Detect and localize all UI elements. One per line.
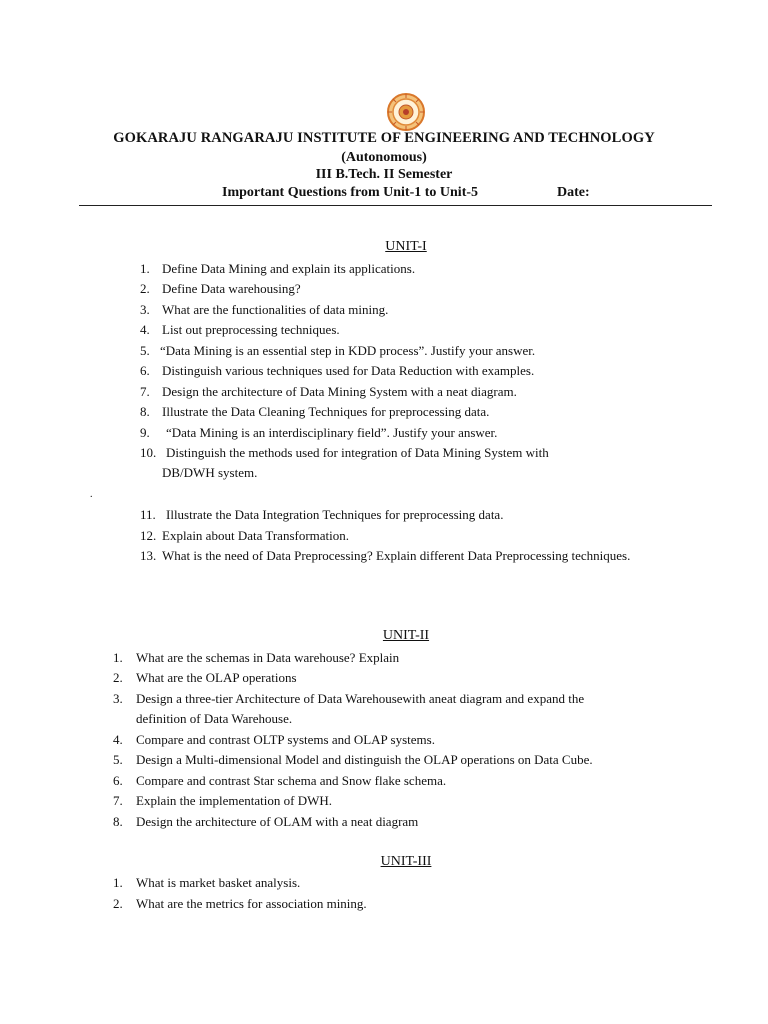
unit-1-title: UNIT-I (385, 239, 427, 254)
unit-3-question: 2. What are the metrics for association mining. (113, 896, 367, 911)
unit-1-question: 4. List out preprocessing techniques. (140, 322, 340, 337)
unit-1-question: 1. Define Data Mining and explain its applications. (140, 261, 416, 276)
semester-label: III B.Tech. II Semester (315, 167, 453, 182)
document-title: Important Questions from Unit-1 to Unit-5 (222, 185, 479, 200)
unit-2-title: UNIT-II (382, 628, 430, 643)
unit-1-question: 9. “Data Mining is an interdisciplinary field”. Justify your answer. (140, 425, 498, 440)
unit-2-question: 3. Design a three-tier Architecture of Data Warehousewith aneat diagram and expand the (113, 691, 585, 706)
unit-2-question: 4. Compare and contrast OLTP systems and OLAP systems. (113, 732, 435, 747)
unit-2-question: 7. Explain the implementation of DWH. (113, 793, 333, 808)
unit-2-question: 5. Design a Multi-dimensional Model and distinguish the OLAP operations on Data Cube. (113, 752, 593, 767)
autonomous-label: (Autonomous) (341, 150, 427, 165)
unit-1-question: 7. Design the architecture of Data Mining System with a neat diagram. (140, 384, 517, 399)
unit-1-question-continuation: DB/DWH system. (162, 465, 258, 480)
unit-2-question: 1. What are the schemas in Data warehouse? Explain (113, 650, 400, 665)
stray-mark: . (90, 489, 93, 500)
unit-1-question: 5. “Data Mining is an essential step in KDD process”. Justify your answer. (140, 343, 536, 358)
unit-1-question: 12. Explain about Data Transformation. (140, 528, 350, 543)
unit-1-question: 11. Illustrate the Data Integration Techniques for preprocessing data. (140, 507, 504, 522)
unit-1-question: 3. What are the functionalities of data mining. (140, 302, 389, 317)
unit-2-question-continuation: definition of Data Warehouse. (136, 711, 293, 726)
unit-3-question: 1. What is market basket analysis. (113, 875, 301, 890)
unit-1-question: 2. Define Data warehousing? (140, 281, 301, 296)
header-divider (79, 205, 712, 206)
institute-logo (386, 92, 426, 132)
unit-1-question: 10. Distinguish the methods used for integration of Data Mining System with (140, 445, 549, 460)
date-label: Date: (557, 185, 590, 200)
unit-2-question: 2. What are the OLAP operations (113, 670, 297, 685)
unit-2-question: 6. Compare and contrast Star schema and Snow flake schema. (113, 773, 447, 788)
institute-name: GOKARAJU RANGARAJU INSTITUTE OF ENGINEERING AND TECHNOLOGY (113, 130, 655, 146)
unit-1-question: 6. Distinguish various techniques used for Data Reduction with examples. (140, 363, 535, 378)
unit-3-title: UNIT-III (380, 854, 432, 869)
unit-2-question: 8. Design the architecture of OLAM with a neat diagram (113, 814, 419, 829)
unit-1-question: 8. Illustrate the Data Cleaning Techniques for preprocessing data. (140, 404, 490, 419)
unit-1-question: 13. What is the need of Data Preprocessing? Explain different Data Preprocessing techniques. (140, 548, 631, 563)
